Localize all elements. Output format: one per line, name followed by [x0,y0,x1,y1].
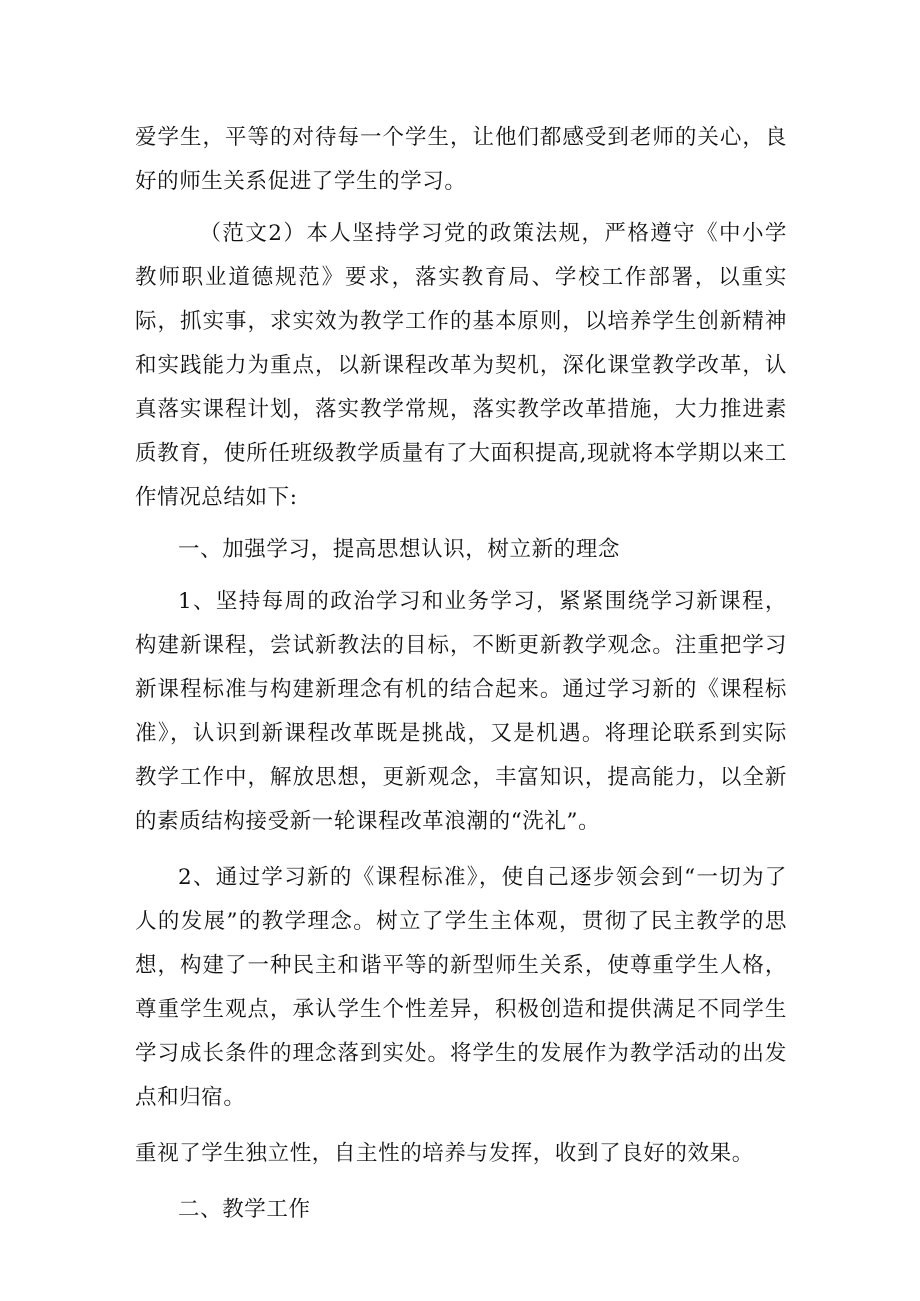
paragraph-intro-continuation: 爱学生，平等的对待每一个学生，让他们都感受到老师的关心，良好的师生关系促进了学生的学习。 [135,125,787,194]
paragraph-item-2: 2、通过学习新的《课程标准》，使自己逐步领会到“一切为了人的发展”的教学理念。树立了学生主体观，贯彻了民主教学的思想，构建了一种民主和谐平等的新型师生关系，使尊重学生人格，尊重学生观点，承认学生个性差异，积极创造和提供满足不同学生学习成长条件的理念落到实处。将学生的发展作为教学活动的出发点和归宿。 [135,865,787,1110]
section-heading-2: 二、教学工作 [178,1197,311,1222]
document-body [135,116,787,1232]
paragraph-summary: 重视了学生独立性，自主性的培养与发挥，收到了良好的效果。 [135,1141,754,1166]
paragraph-item-1: 1、坚持每周的政治学习和业务学习，紧紧围绕学习新课程，构建新课程，尝试新教法的目标，不断更新教学观念。注重把学习新课程标准与构建新理念有机的结合起来。通过学习新的《课程标准》，认识到新课程改革既是挑战，又是机遇。将理论联系到实际教学工作中，解放思想，更新观念，丰富知识，提高能力，以全新的素质结构接受新一轮课程改革浪潮的“洗礼”。 [135,589,787,834]
section-heading-1: 一、加强学习，提高思想认识，树立新的理念 [178,537,621,562]
paragraph-sample-2: （范文2）本人坚持学习党的政策法规，严格遵守《中小学教师职业道德规范》要求，落实教育局、学校工作部署，以重实际，抓实事，求实效为教学工作的基本原则，以培养学生创新精神和实践能力为重点，以新课程改革为契机，深化课堂教学改革，认真落实课程计划，落实教学常规，落实教学改革措施，大力推进素质教育，使所任班级教学质量有了大面积提高,现就将本学期以来工作情况总结如下: [135,221,787,510]
